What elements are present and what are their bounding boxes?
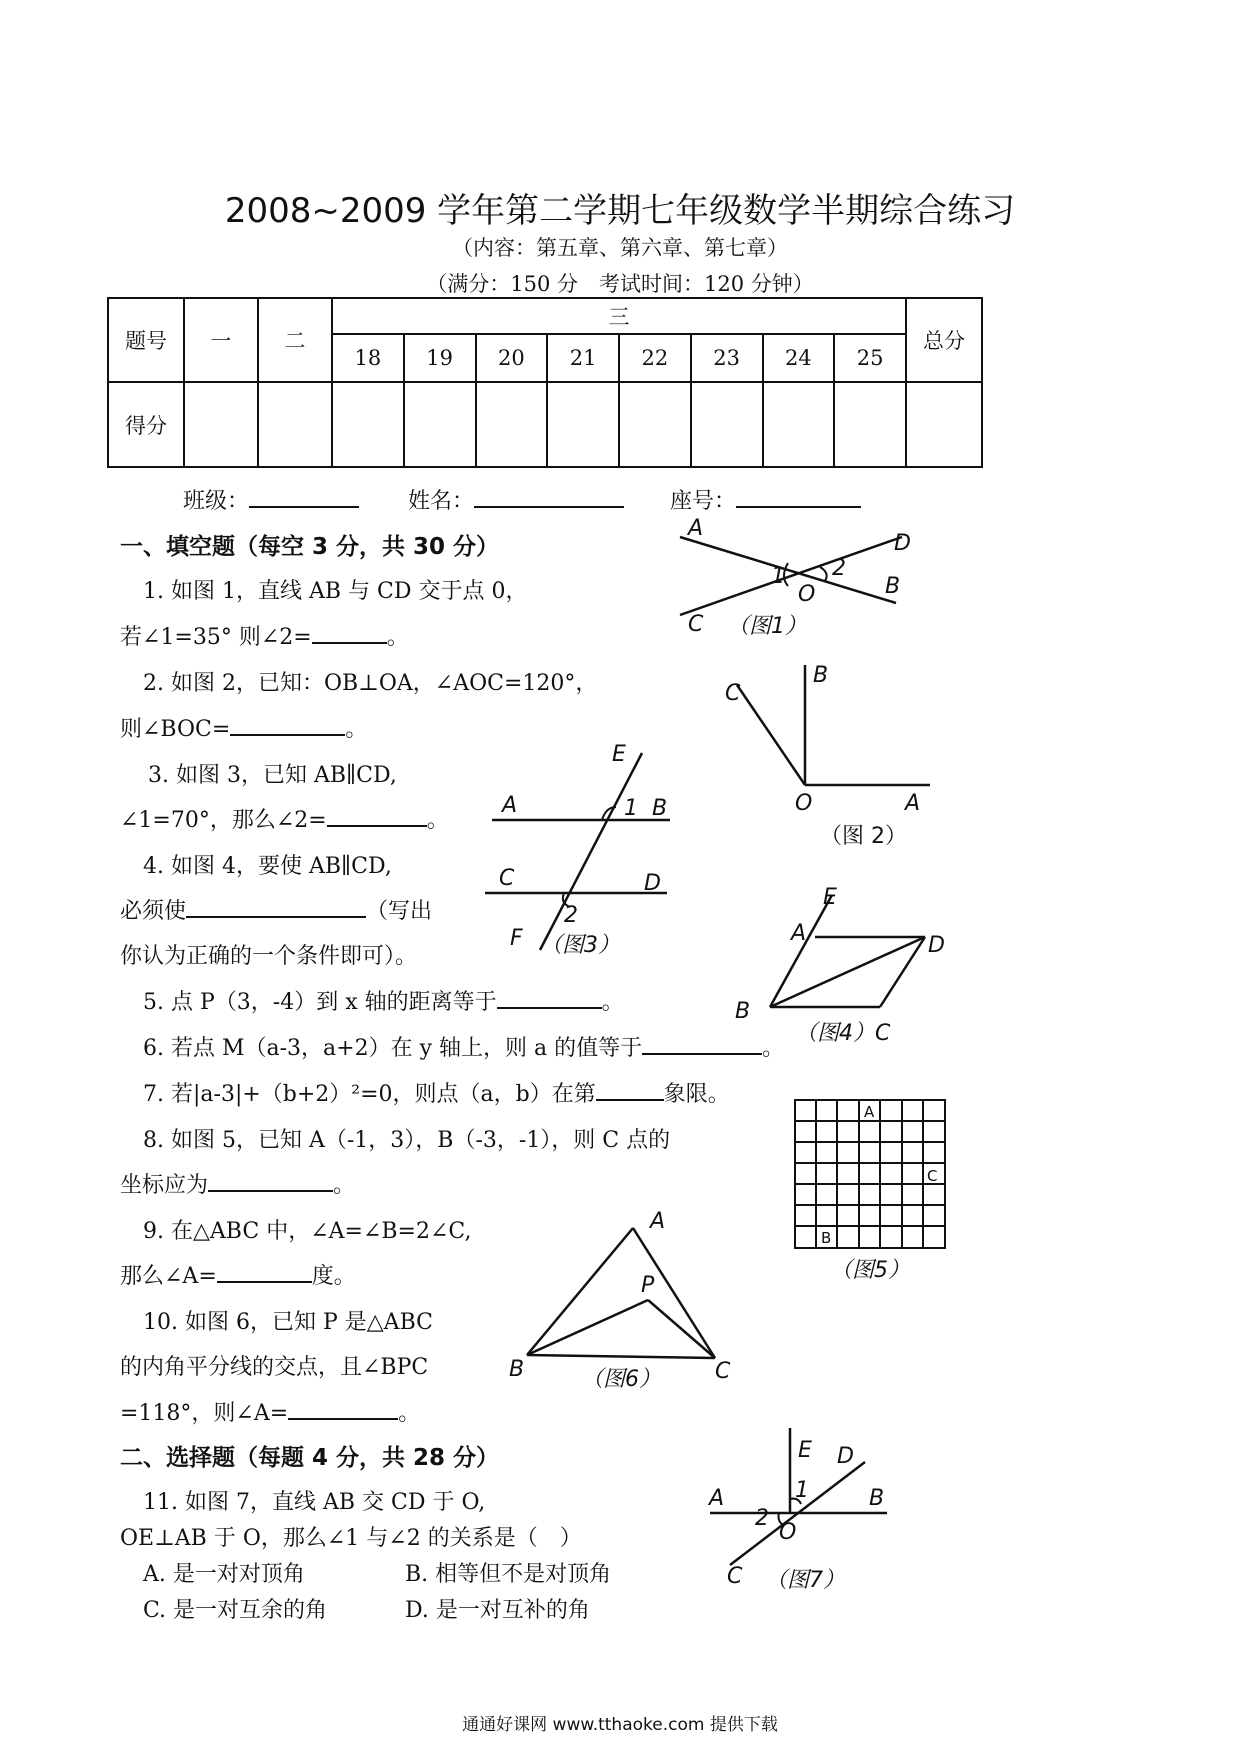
figure-7 — [705, 1425, 900, 1595]
fig4-label-a: A — [791, 921, 807, 946]
fig2-label-o: O — [795, 791, 813, 816]
fig3-label-b: B — [652, 796, 668, 821]
q1-line2: 若∠1=35° 则∠2= 。 — [120, 625, 409, 650]
fig3-angle-1: 1 — [624, 796, 638, 821]
score-cell[interactable] — [547, 382, 619, 467]
q11-line1: 11. 如图 7，直线 AB 交 CD 于 O, — [143, 1490, 486, 1515]
figure-6 — [505, 1200, 750, 1390]
fig6-label-b: B — [509, 1357, 525, 1382]
name-field — [408, 484, 624, 515]
figure-3 — [482, 742, 692, 975]
fig3-label-f: F — [510, 926, 523, 951]
fig1-line-cd — [680, 537, 902, 615]
fig6-side-ab — [527, 1228, 633, 1355]
fig1-label-a: A — [688, 516, 704, 541]
row-label-question-number: 题号 — [108, 298, 184, 382]
score-cell[interactable] — [476, 382, 548, 467]
fig5-label-c: C — [927, 1167, 938, 1185]
q11-option-d[interactable]: D. 是一对互补的角 — [405, 1598, 590, 1623]
fig3-label-d: D — [644, 871, 661, 896]
q10-line3: =118°，则∠A= 。 — [120, 1401, 421, 1426]
score-cell[interactable] — [184, 382, 258, 467]
sub-col-24: 24 — [763, 334, 835, 382]
q3-answer-blank[interactable] — [327, 807, 427, 827]
fig6-segment-bp — [527, 1300, 648, 1355]
figure-5 — [790, 1095, 960, 1285]
figure-2 — [725, 660, 945, 850]
q10-line2: 的内角平分线的交点，且∠BPC — [120, 1355, 429, 1380]
q3-line2: ∠1=70°，那么∠2= 。 — [120, 808, 449, 833]
q2-line2: 则∠BOC= 。 — [120, 717, 368, 742]
figure-4 — [735, 885, 960, 1060]
score-cell[interactable] — [332, 382, 404, 467]
score-cell[interactable] — [763, 382, 835, 467]
q8-answer-blank[interactable] — [208, 1172, 333, 1192]
fig3-angle-2: 2 — [564, 903, 578, 928]
fig2-label-a: A — [905, 791, 921, 816]
fig5-grid — [795, 1100, 945, 1248]
q10-answer-blank[interactable] — [288, 1400, 398, 1420]
fig1-angle-2: 2 — [832, 556, 846, 581]
col-section-one: 一 — [184, 298, 258, 382]
fig2-label-c: C — [725, 681, 741, 706]
fig7-caption: （图7） — [765, 1568, 845, 1593]
fig4-label-b: B — [735, 999, 751, 1024]
q9-line1: 9. 在△ABC 中，∠A=∠B=2∠C, — [143, 1219, 472, 1244]
fig7-label-b: B — [869, 1486, 885, 1511]
fig1-line-ab — [680, 537, 896, 603]
content-note: （内容：第五章、第六章、第七章） — [452, 236, 788, 260]
q2-line1: 2. 如图 2，已知：OB⊥OA，∠AOC=120°， — [143, 671, 598, 696]
fig4-label-c: C — [875, 1021, 891, 1046]
q2-answer-blank[interactable] — [230, 716, 345, 736]
fig2-label-b: B — [813, 663, 829, 688]
fig5-label-a: A — [864, 1103, 875, 1121]
fig6-label-a: A — [650, 1209, 666, 1234]
fig6-side-bc — [527, 1355, 715, 1358]
fig6-label-p: P — [641, 1273, 655, 1298]
fig7-label-a: A — [709, 1486, 725, 1511]
fig4-side-ba-ext — [770, 895, 832, 1007]
q1-answer-blank[interactable] — [312, 624, 387, 644]
figure-1 — [670, 515, 930, 645]
fig1-label-o: O — [798, 582, 816, 607]
q1-line1: 1. 如图 1，直线 AB 与 CD 交于点 0， — [143, 579, 528, 604]
fig3-caption: （图3） — [540, 933, 620, 958]
fig7-label-c: C — [727, 1564, 743, 1589]
fig7-angle-1: 1 — [795, 1478, 809, 1503]
seat-field — [670, 484, 861, 515]
sub-col-21: 21 — [547, 334, 619, 382]
q10-line1: 10. 如图 6，已知 P 是△ABC — [143, 1310, 433, 1335]
fig5-label-b: B — [821, 1229, 832, 1247]
section-heading-fill-in: 一、填空题（每空 3 分，共 30 分） — [120, 534, 500, 560]
fig1-angle-1: 1 — [771, 564, 785, 589]
name-label: 姓名： — [408, 489, 475, 514]
fig5-caption: （图5） — [830, 1258, 910, 1283]
score-table — [107, 297, 983, 468]
seat-blank[interactable] — [736, 488, 861, 508]
fig6-segment-cp — [648, 1300, 715, 1358]
q7-answer-blank[interactable] — [596, 1081, 664, 1101]
sub-col-18: 18 — [332, 334, 404, 382]
name-blank[interactable] — [474, 488, 624, 508]
q6-line: 6. 若点 M（a-3，a+2）在 y 轴上，则 a 的值等于 。 — [143, 1036, 785, 1061]
fig2-caption: （图 2） — [820, 824, 907, 849]
fig3-transversal-ef — [540, 753, 642, 950]
fig7-angle-2: 2 — [755, 1506, 769, 1531]
footer-credit: 通通好课网 www.tthaoke.com 提供下载 — [462, 1715, 778, 1735]
score-cell[interactable] — [619, 382, 691, 467]
q4-answer-blank[interactable] — [186, 898, 366, 918]
q7-line: 7. 若|a-3|+（b+2）²=0，则点（a，b）在第 象限。 — [143, 1082, 730, 1107]
q5-answer-blank[interactable] — [497, 989, 602, 1009]
q11-option-b[interactable]: B. 相等但不是对顶角 — [405, 1562, 612, 1587]
score-cell[interactable] — [404, 382, 476, 467]
col-total: 总分 — [906, 298, 982, 382]
sub-col-22: 22 — [619, 334, 691, 382]
q8-line2: 坐标应为 。 — [120, 1173, 356, 1198]
q4-line2: 必须使 （写出 — [120, 899, 433, 924]
q8-line1: 8. 如图 5，已知 A（-1，3），B（-3，-1），则 C 点的 — [143, 1128, 671, 1153]
fig7-label-e: E — [798, 1438, 812, 1463]
score-cell[interactable] — [834, 382, 906, 467]
class-label: 班级： — [183, 489, 250, 514]
fig7-label-d: D — [837, 1444, 854, 1469]
class-field — [183, 484, 359, 515]
fig1-caption: （图1） — [727, 614, 807, 639]
q5-line: 5. 点 P（3，-4）到 x 轴的距离等于 。 — [143, 990, 624, 1015]
sub-col-19: 19 — [404, 334, 476, 382]
fig6-caption: （图6） — [581, 1367, 661, 1392]
sub-col-20: 20 — [476, 334, 548, 382]
q3-line1: 3. 如图 3，已知 AB∥CD, — [148, 763, 397, 788]
q4-line1: 4. 如图 4，要使 AB∥CD, — [143, 854, 392, 879]
fig1-label-c: C — [688, 612, 704, 637]
sub-col-23: 23 — [691, 334, 763, 382]
fig1-label-b: B — [885, 574, 901, 599]
sub-col-25: 25 — [834, 334, 906, 382]
exam-info: （满分：150 分 考试时间：120 分钟） — [426, 272, 814, 296]
q11-option-c[interactable]: C. 是一对互余的角 — [143, 1598, 328, 1623]
fig4-label-e: E — [823, 885, 837, 910]
fig1-label-d: D — [894, 531, 911, 556]
fig3-label-e: E — [612, 742, 626, 767]
col-section-three: 三 — [332, 298, 906, 334]
q9-line2: 那么∠A= 度。 — [120, 1264, 356, 1289]
q11-line2: OE⊥AB 于 O，那么∠1 与∠2 的关系是（ ） — [120, 1526, 582, 1551]
score-cell[interactable] — [906, 382, 982, 467]
col-section-two: 二 — [258, 298, 332, 382]
q4-line3: 你认为正确的一个条件即可）。 — [120, 944, 418, 969]
fig6-label-c: C — [715, 1359, 731, 1384]
class-blank[interactable] — [249, 488, 359, 508]
fig3-label-a: A — [502, 793, 518, 818]
fig7-label-o: O — [779, 1520, 797, 1545]
fig2-ray-oc — [737, 685, 805, 785]
fig3-label-c: C — [499, 866, 515, 891]
row-label-score: 得分 — [108, 382, 184, 467]
q9-answer-blank[interactable] — [217, 1263, 312, 1283]
fig4-caption: （图4） — [795, 1021, 875, 1046]
score-cell[interactable] — [691, 382, 763, 467]
seat-label: 座号： — [670, 489, 737, 514]
fig4-label-d: D — [928, 933, 945, 958]
section-heading-choice: 二、选择题（每题 4 分，共 28 分） — [120, 1445, 500, 1471]
q11-option-a[interactable]: A. 是一对对顶角 — [143, 1562, 305, 1587]
score-cell[interactable] — [258, 382, 332, 467]
page-title: 2008~2009 学年第二学期七年级数学半期综合练习 — [224, 191, 1016, 231]
